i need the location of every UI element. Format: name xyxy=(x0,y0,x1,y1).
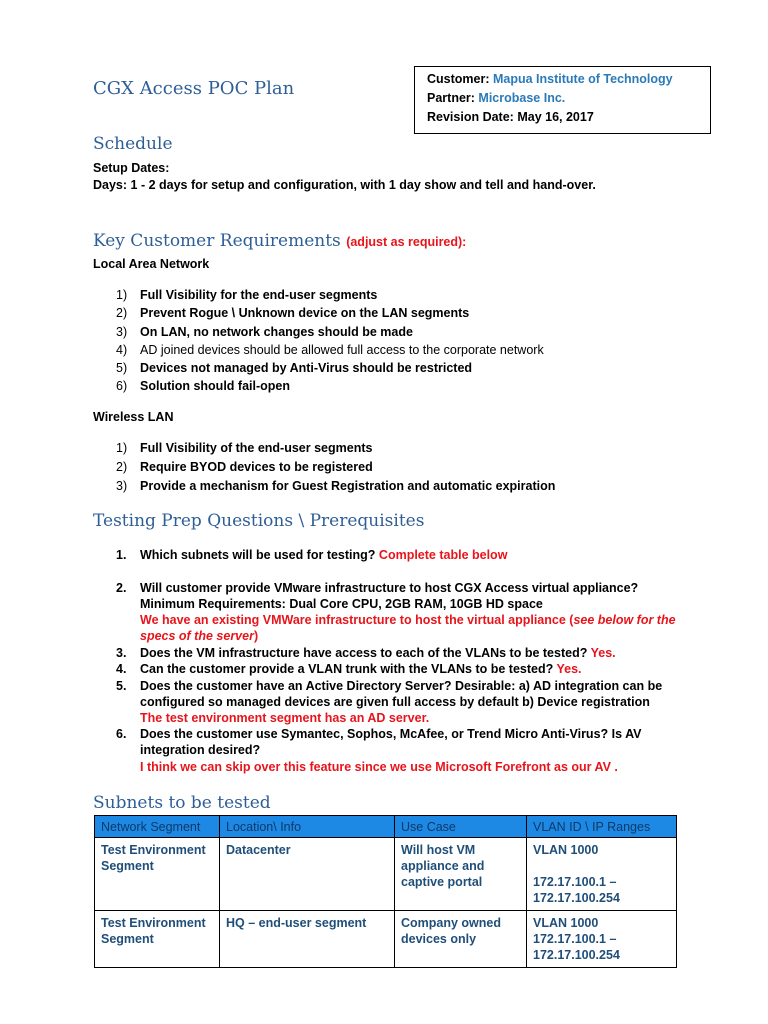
requirements-heading xyxy=(93,231,466,251)
location-cell: HQ – end-user segment xyxy=(220,911,395,968)
column-header: Network Segment xyxy=(95,816,220,838)
subnets-table xyxy=(94,815,677,968)
question-1: 1. Which subnets will be used for testing? Complete table below xyxy=(116,548,508,562)
wlan-item: 3) Provide a mechanism for Guest Registration and automatic expiration xyxy=(116,479,556,493)
question-2: 2. Will customer provide VMware infrastructure to host CGX Access virtual appliance? xyxy=(116,581,639,595)
requirements-note: (adjust as required): xyxy=(346,235,467,249)
answer-5: The test environment segment has an AD server. xyxy=(140,711,430,725)
use-case-cell: Company owned devices only xyxy=(395,911,527,968)
customer-label: Customer: xyxy=(427,72,490,86)
question-4: 4. Can the customer provide a VLAN trunk with the VLANs to be tested? Yes. xyxy=(116,662,582,676)
vlan-cell: VLAN 1000 172.17.100.1 – 172.17.100.254 xyxy=(527,838,677,911)
schedule-heading: Schedule xyxy=(93,134,173,154)
lan-title: Local Area Network xyxy=(93,257,210,271)
revision-line xyxy=(427,110,594,124)
question-6-line2: integration desired? xyxy=(140,743,261,757)
question-3: 3. Does the VM infrastructure have access to each of the VLANs to be tested? Yes. xyxy=(116,646,616,660)
revision-value: May 16, 2017 xyxy=(517,110,594,124)
column-header: Location\ Info xyxy=(220,816,395,838)
answer-2-line2: specs of the server) xyxy=(140,629,259,643)
lan-item: 2) Prevent Rogue \ Unknown device on the LAN segments xyxy=(116,306,470,320)
partner-label: Partner: xyxy=(427,91,475,105)
wlan-item: 1) Full Visibility of the end-user segments xyxy=(116,441,373,455)
subnets-heading: Subnets to be tested xyxy=(93,793,271,813)
customer-line xyxy=(427,72,673,86)
lan-item: 1) Full Visibility for the end-user segments xyxy=(116,288,378,302)
table-row xyxy=(95,911,677,968)
location-cell: Datacenter xyxy=(220,838,395,911)
answer-1: Complete table below xyxy=(378,548,508,562)
document-info-box xyxy=(414,66,711,134)
question-5: 5. Does the customer have an Active Directory Server? Desirable: a) AD integration can be xyxy=(116,679,663,693)
segment-cell: Test Environment Segment xyxy=(95,838,220,911)
wlan-title: Wireless LAN xyxy=(93,410,174,424)
column-header: VLAN ID \ IP Ranges xyxy=(527,816,677,838)
lan-item: 4) AD joined devices should be allowed full access to the corporate network xyxy=(116,343,544,357)
table-header-row xyxy=(95,816,677,838)
lan-item: 3) On LAN, no network changes should be made xyxy=(116,325,413,339)
testing-heading: Testing Prep Questions \ Prerequisites xyxy=(93,511,425,531)
question-2-min-req: Minimum Requirements: Dual Core CPU, 2GB RAM, 10GB HD space xyxy=(140,597,543,611)
requirements-heading-text: Key Customer Requirements xyxy=(93,231,341,251)
column-header: Use Case xyxy=(395,816,527,838)
answer-6: I think we can skip over this feature since we use Microsoft Forefront as our AV . xyxy=(140,760,618,774)
page-title: CGX Access POC Plan xyxy=(93,78,295,99)
lan-item: 6) Solution should fail-open xyxy=(116,379,290,393)
question-6: 6. Does the customer use Symantec, Sophos, McAfee, or Trend Micro Anti-Virus? Is AV xyxy=(116,727,642,741)
use-case-cell: Will host VM appliance and captive portal xyxy=(395,838,527,911)
schedule-days: Days: 1 - 2 days for setup and configuration, with 1 day show and tell and hand-over. xyxy=(93,178,596,192)
customer-value: Mapua Institute of Technology xyxy=(493,72,673,86)
partner-line xyxy=(427,91,565,105)
vlan-cell: VLAN 1000 172.17.100.1 – 172.17.100.254 xyxy=(527,911,677,968)
answer-3: Yes. xyxy=(590,646,616,660)
question-5-line2: configured so managed devices are given full access by default b) Device registration xyxy=(140,695,650,709)
revision-label: Revision Date: xyxy=(427,110,514,124)
setup-dates: Setup Dates: xyxy=(93,161,170,175)
answer-2-line1: We have an existing VMWare infrastructure to host the virtual appliance (see below for the xyxy=(140,613,676,627)
table-row xyxy=(95,838,677,911)
answer-4: Yes. xyxy=(556,662,582,676)
segment-cell: Test Environment Segment xyxy=(95,911,220,968)
wlan-item: 2) Require BYOD devices to be registered xyxy=(116,460,373,474)
partner-value: Microbase Inc. xyxy=(478,91,566,105)
lan-item: 5) Devices not managed by Anti-Virus should be restricted xyxy=(116,361,473,375)
